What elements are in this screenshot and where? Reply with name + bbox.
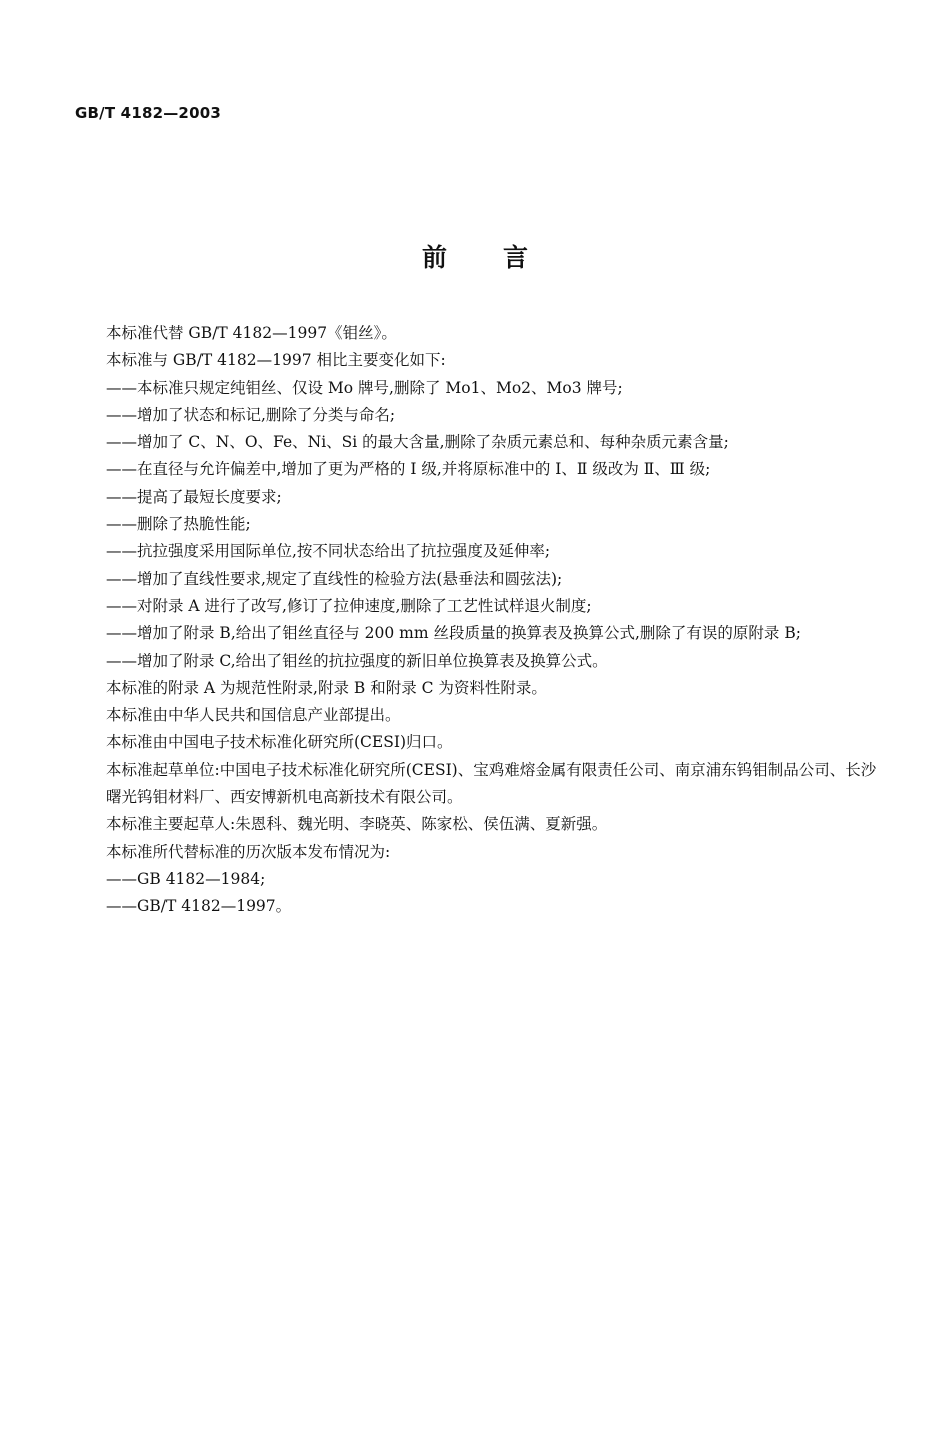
annex-note: 本标准的附录 A 为规范性附录,附录 B 和附录 C 为资料性附录。 [106,678,547,697]
changes-list [106,375,880,675]
standard-number-header: GB/T 4182—2003 [75,104,221,122]
change-item: ——增加了附录 B,给出了钼丝直径与 200 mm 丝段质量的换算表及换算公式,删除了有误的原附录 B; [106,624,801,643]
history-item: ——GB 4182—1984; [106,869,266,888]
history-item: ——GB/T 4182—1997。 [106,897,292,916]
change-item: ——抗拉强度采用国际单位,按不同状态给出了抗拉强度及延伸率; [106,542,551,561]
drafting-units-note: 本标准起草单位:中国电子技术标准化研究所(CESI)、宝鸡难熔金属有限责任公司、南京浦东钨钼制品公司、长沙曙光钨钼材料厂、西安博新机电高新技术有限公司。 [106,760,877,807]
change-item: ——增加了直线性要求,规定了直线性的检验方法(悬垂法和圆弦法); [106,569,563,588]
drafters-note: 本标准主要起草人:朱恩科、魏光明、李晓英、陈家松、侯伍满、夏新强。 [106,815,608,834]
change-item: ——增加了 C、N、O、Fe、Ni、Si 的最大含量,删除了杂质元素总和、每种杂质元素含量; [106,433,729,452]
change-item: ——删除了热脆性能; [106,515,251,534]
changes-intro: 本标准与 GB/T 4182—1997 相比主要变化如下: [106,351,446,370]
history-list [106,866,880,921]
section-title: 前言 [421,243,584,272]
foreword-body [106,320,880,921]
change-item: ——增加了状态和标记,删除了分类与命名; [106,405,396,424]
replacement-statement: 本标准代替 GB/T 4182—1997《钼丝》。 [106,324,397,342]
administrator-note: 本标准由中国电子技术标准化研究所(CESI)归口。 [106,733,453,752]
change-item: ——增加了附录 C,给出了钼丝的抗拉强度的新旧单位换算表及换算公式。 [106,651,608,670]
history-intro: 本标准所代替标准的历次版本发布情况为: [106,842,391,861]
change-item: ——在直径与允许偏差中,增加了更为严格的 Ⅰ 级,并将原标准中的 Ⅰ、Ⅱ 级改为 Ⅱ、Ⅲ 级; [106,460,711,479]
change-item: ——本标准只规定纯钼丝、仅设 Mo 牌号,删除了 Mo1、Mo2、Mo3 牌号; [106,378,623,397]
change-item: ——对附录 A 进行了改写,修订了拉伸速度,删除了工艺性试样退火制度; [106,596,592,615]
proposer-note: 本标准由中华人民共和国信息产业部提出。 [106,706,401,725]
change-item: ——提高了最短长度要求; [106,487,282,506]
